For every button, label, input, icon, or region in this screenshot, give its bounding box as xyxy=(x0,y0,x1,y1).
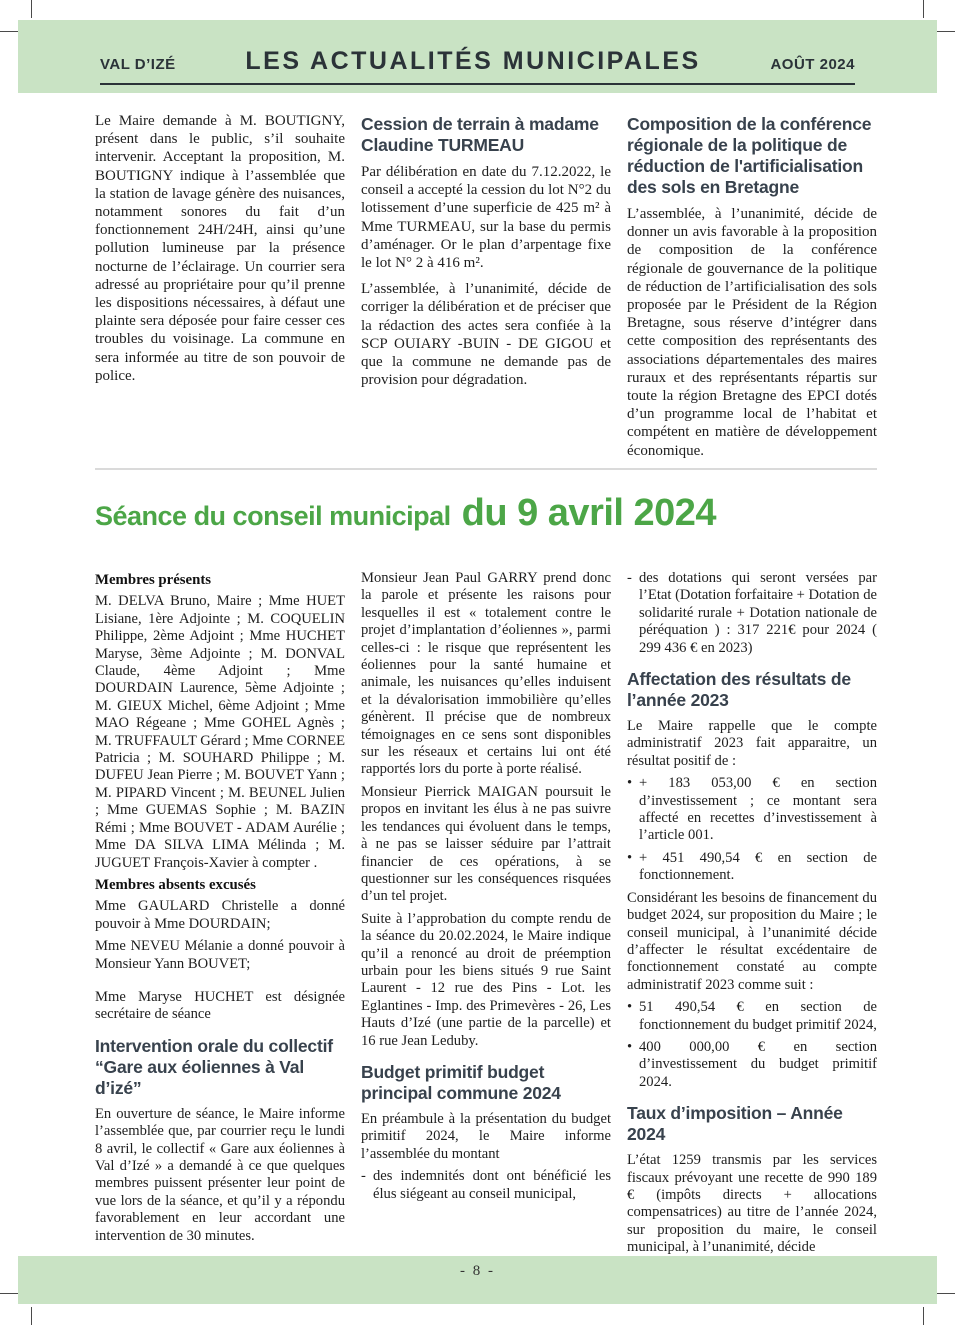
sub-heading: Intervention orale du collectif “Gare aux éoliennes à Val d’izé” xyxy=(95,1035,333,1098)
top-column-1 xyxy=(95,112,345,468)
crop-mark xyxy=(0,1293,18,1294)
paragraph: Considérant les besoins de financement du budget 2024, sur proposition du Maire ; le conseil municipal, à l’unanimité décide d’affecter le résultat excédentaire de fonctionnement constaté au compte administratif 2023 comme suit : xyxy=(627,889,877,993)
bullet-item xyxy=(627,850,877,885)
list-marker: • xyxy=(627,999,633,1016)
lower-column-1 xyxy=(95,570,345,1262)
masthead-issue: AOÛT 2024 xyxy=(770,56,855,73)
crop-mark xyxy=(923,0,924,18)
list-item-text: + 451 490,54 € en section de fonctionnement. xyxy=(639,849,877,884)
sub-heading: Budget primitif budget principal commune 2024 xyxy=(361,1061,561,1103)
top-column-3 xyxy=(627,112,877,468)
crop-mark xyxy=(923,1307,924,1325)
list-item-text: des indemnités dont ont bénéficié les élus siégeant au conseil municipal, xyxy=(373,1168,611,1202)
list-marker: • xyxy=(627,1038,633,1055)
paragraph: Monsieur Pierrick MAIGAN poursuit le propos en invitant les élus à ne pas suivre les tendances qui évoluent dans le temps, à ne pas se laisser séduire par l’attrait financier de ces opérations, à se questionner sur les conséquences risquées d’un tel projet. xyxy=(361,783,611,905)
paragraph: Monsieur Jean Paul GARRY prend donc la parole et présente les raisons pour lesquelles il est « totalement contre le projet d’implantation d’éoliennes », parmi celles-ci : le risque que représentent les éoliennes pour la santé humaine et animale, les nuisances qu’elles induisent et la dévalorisation immobilière qu’elles génèrent. Il précise que de nombreux témoignages en ce sens sont disponibles sur les réseaux et certains lui ont été rapportés lors du porte à porte réalisé. xyxy=(361,570,611,778)
paragraph: L’assemblée, à l’unanimité, décide de corriger la délibération et de préciser que la rédaction des actes sera confiée à la SCP OUIARY -BUIN - DE GIGOU et que la commune ne demande pas de provision pour dégradation. xyxy=(361,281,611,389)
paragraph: En préambule à la présentation du budget primitif 2024, le Maire informe l’assemblée du montant xyxy=(361,1110,611,1162)
page-number: - 8 - xyxy=(460,1263,495,1279)
crop-mark xyxy=(31,0,32,18)
section-title xyxy=(95,492,716,535)
masthead-brand: VAL D’IZÉ xyxy=(100,56,176,73)
top-section xyxy=(95,112,877,468)
bold-label: Membres absents excusés xyxy=(95,876,256,893)
top-column-2 xyxy=(361,112,611,468)
list-item-text: 400 000,00 € en section d’investissement du budget primitif 2024. xyxy=(639,1038,877,1090)
sub-heading: Composition de la conférence régionale de la politique de réduction de l'artificialisation des sols en Bretagne xyxy=(627,114,872,197)
list-item-text: des dotations qui seront versées par l’Etat (Dotation forfaitaire + Dotation de solidarité rurale + Dotation nationale de péréquation ) : 317 221€ pour 2024 ( 299 436 € en 2023) xyxy=(639,570,877,656)
crop-mark xyxy=(937,31,955,32)
crop-mark xyxy=(0,31,18,32)
lower-column-3 xyxy=(627,570,877,1262)
paragraph: Mme GAULARD Christelle a donné pouvoir à Mme DOURDAIN; xyxy=(95,898,345,932)
section-title-date: du 9 avril 2024 xyxy=(461,492,717,534)
paragraph: Le Maire demande à M. BOUTIGNY, présent dans le public, s’il souhaite intervenir. Acceptant la proposition, M. BOUTIGNY indique à l’assemblée que la station de lavage génère des nuisances, notamment sonores du fait d’un fonctionnement 24H/24H, ainsi qu’une pollution lumineuse par la présence nocturne de l’éclairage. Un courrier sera adressé au propriétaire pour qu’il prenne les dispositions nécessaires, à défaut une plainte sera déposée pour faire cesser ces troubles du voisinage. La commune en sera informée au titre de son pouvoir de police. xyxy=(95,113,345,384)
paragraph: Le Maire rappelle que le compte administratif 2023 fait apparaitre, un résultat positif de : xyxy=(627,718,877,769)
list-marker: - xyxy=(627,570,632,586)
paragraph: L’assemblée, à l’unanimité, décide de donner un avis favorable à la proposition de composition de la conférence régionale de gouvernance de la politique de réduction de l’artificialisation des sols proposée par le Président de la Région Bretagne, sous réserve d’intégrer dans cette composition des représentants des associations départementales des maires ruraux et des représentants répartis sur toute la région Bretagne des EPCI dotés d’un programme local de l’habitat et compétent en matière de développement économique. xyxy=(627,206,877,459)
dash-item xyxy=(361,1168,611,1203)
section-divider xyxy=(95,468,877,470)
bullet-item xyxy=(627,775,877,845)
crop-mark xyxy=(31,1307,32,1325)
list-marker: • xyxy=(627,849,633,866)
sub-heading: Taux d’imposition – Année 2024 xyxy=(627,1103,843,1145)
footer-band xyxy=(18,1256,937,1304)
list-item-text: + 183 053,00 € en section d’investissement ; ce montant sera affecté en recettes d’investissement à l’article 001. xyxy=(639,775,877,844)
bold-label: Membres présents xyxy=(95,572,212,588)
paragraph: L’état 1259 transmis par les services fiscaux prévoyant une recette de 990 189 € (impôts directs + allocations compensatrices) au titre de l’année 2024, sur proposition du maire, le conseil municipal, à l’unanimité, décide xyxy=(627,1152,877,1256)
sub-heading: Cession de terrain à madame Claudine TURMEAU xyxy=(361,114,599,155)
paragraph: Mme NEVEU Mélanie a donné pouvoir à Monsieur Yann BOUVET; xyxy=(95,938,345,972)
lower-column-2 xyxy=(361,570,611,1262)
paragraph: En ouverture de séance, le Maire informe l’assemblée que, par courrier reçu le lundi 8 avril, le collectif « Gare aux éoliennes à Val d’Izé » a demandé à ce que quelques membres puissent présenter leur point de vue lors de la séance, et qu’il y a répondu favorablement en leur accordant une intervention de 30 minutes. xyxy=(95,1105,345,1244)
list-marker: • xyxy=(627,775,633,792)
lower-section xyxy=(95,570,877,1262)
paragraph: Par délibération en date du 7.12.2022, le conseil a accepté la cession du lot N°2 du lotissement d’une superficie de 425 m² à Mme TURMEAU, sur la base du permis d’aménager. Or le plan d’arpentage fixe le lot N° 2 à 416 m². xyxy=(361,164,611,272)
paragraph: Suite à l’approbation du compte rendu de la séance du 20.02.2024, le Maire indique qu’il a renoncé au droit de préemption urbain pour les biens situés 9 rue Saint Laurent - 12 rue des Pins - Lot. les Eglantines - Imp. des Primevères - 26, Les Hauts d’Izé (une partie de la parcelle) et 16 rue Jean Leduby. xyxy=(361,910,611,1049)
masthead xyxy=(100,47,855,85)
dash-item xyxy=(627,570,877,657)
sub-heading: Affectation des résultats de l’année 2023 xyxy=(627,669,851,711)
section-title-lead: Séance du conseil municipal xyxy=(95,501,451,531)
header-band xyxy=(18,20,937,93)
paragraph: Mme Maryse HUCHET est désignée secrétaire de séance xyxy=(95,988,345,1023)
list-marker: - xyxy=(361,1168,366,1185)
bullet-item xyxy=(627,1039,877,1091)
bullet-item xyxy=(627,999,877,1034)
crop-mark xyxy=(937,1293,955,1294)
spacer xyxy=(95,978,345,989)
masthead-title: LES ACTUALITÉS MUNICIPALES xyxy=(245,47,701,75)
paragraph: M. DELVA Bruno, Maire ; Mme HUET Lisiane, 1ère Adjointe ; M. COQUELIN Philippe, 2ème Adjoint ; Mme HUCHET Maryse, 3ème Adjointe ; M. DONVAL Claude, 4ème Adjoint ; Mme DOURDAIN Laurence, 5ème Adjointe ; M. GIEUX Michel, 6ème Adjoint ; Mme MAO Régeane ; Mme GOHEL Agnès ; M. TRUFFAULT Gérard ; Mme CORNEE Patricia ; M. SOUHARD Philippe ; M. DUFEU Jean Pierre ; M. BOUVET Yann ; M. PIPARD Vincent ; M. BEUNEL Julien ; Mme GUEMAS Sophie ; M. BAZIN Rémi ; Mme BOUVET - ADAM Aurélie ; Mme DA SILVA LIMA Mélinda ; M. JUGUET François-Xavier à compter . xyxy=(95,593,345,871)
list-item-text: 51 490,54 € en section de fonctionnement du budget primitif 2024, xyxy=(639,999,877,1033)
